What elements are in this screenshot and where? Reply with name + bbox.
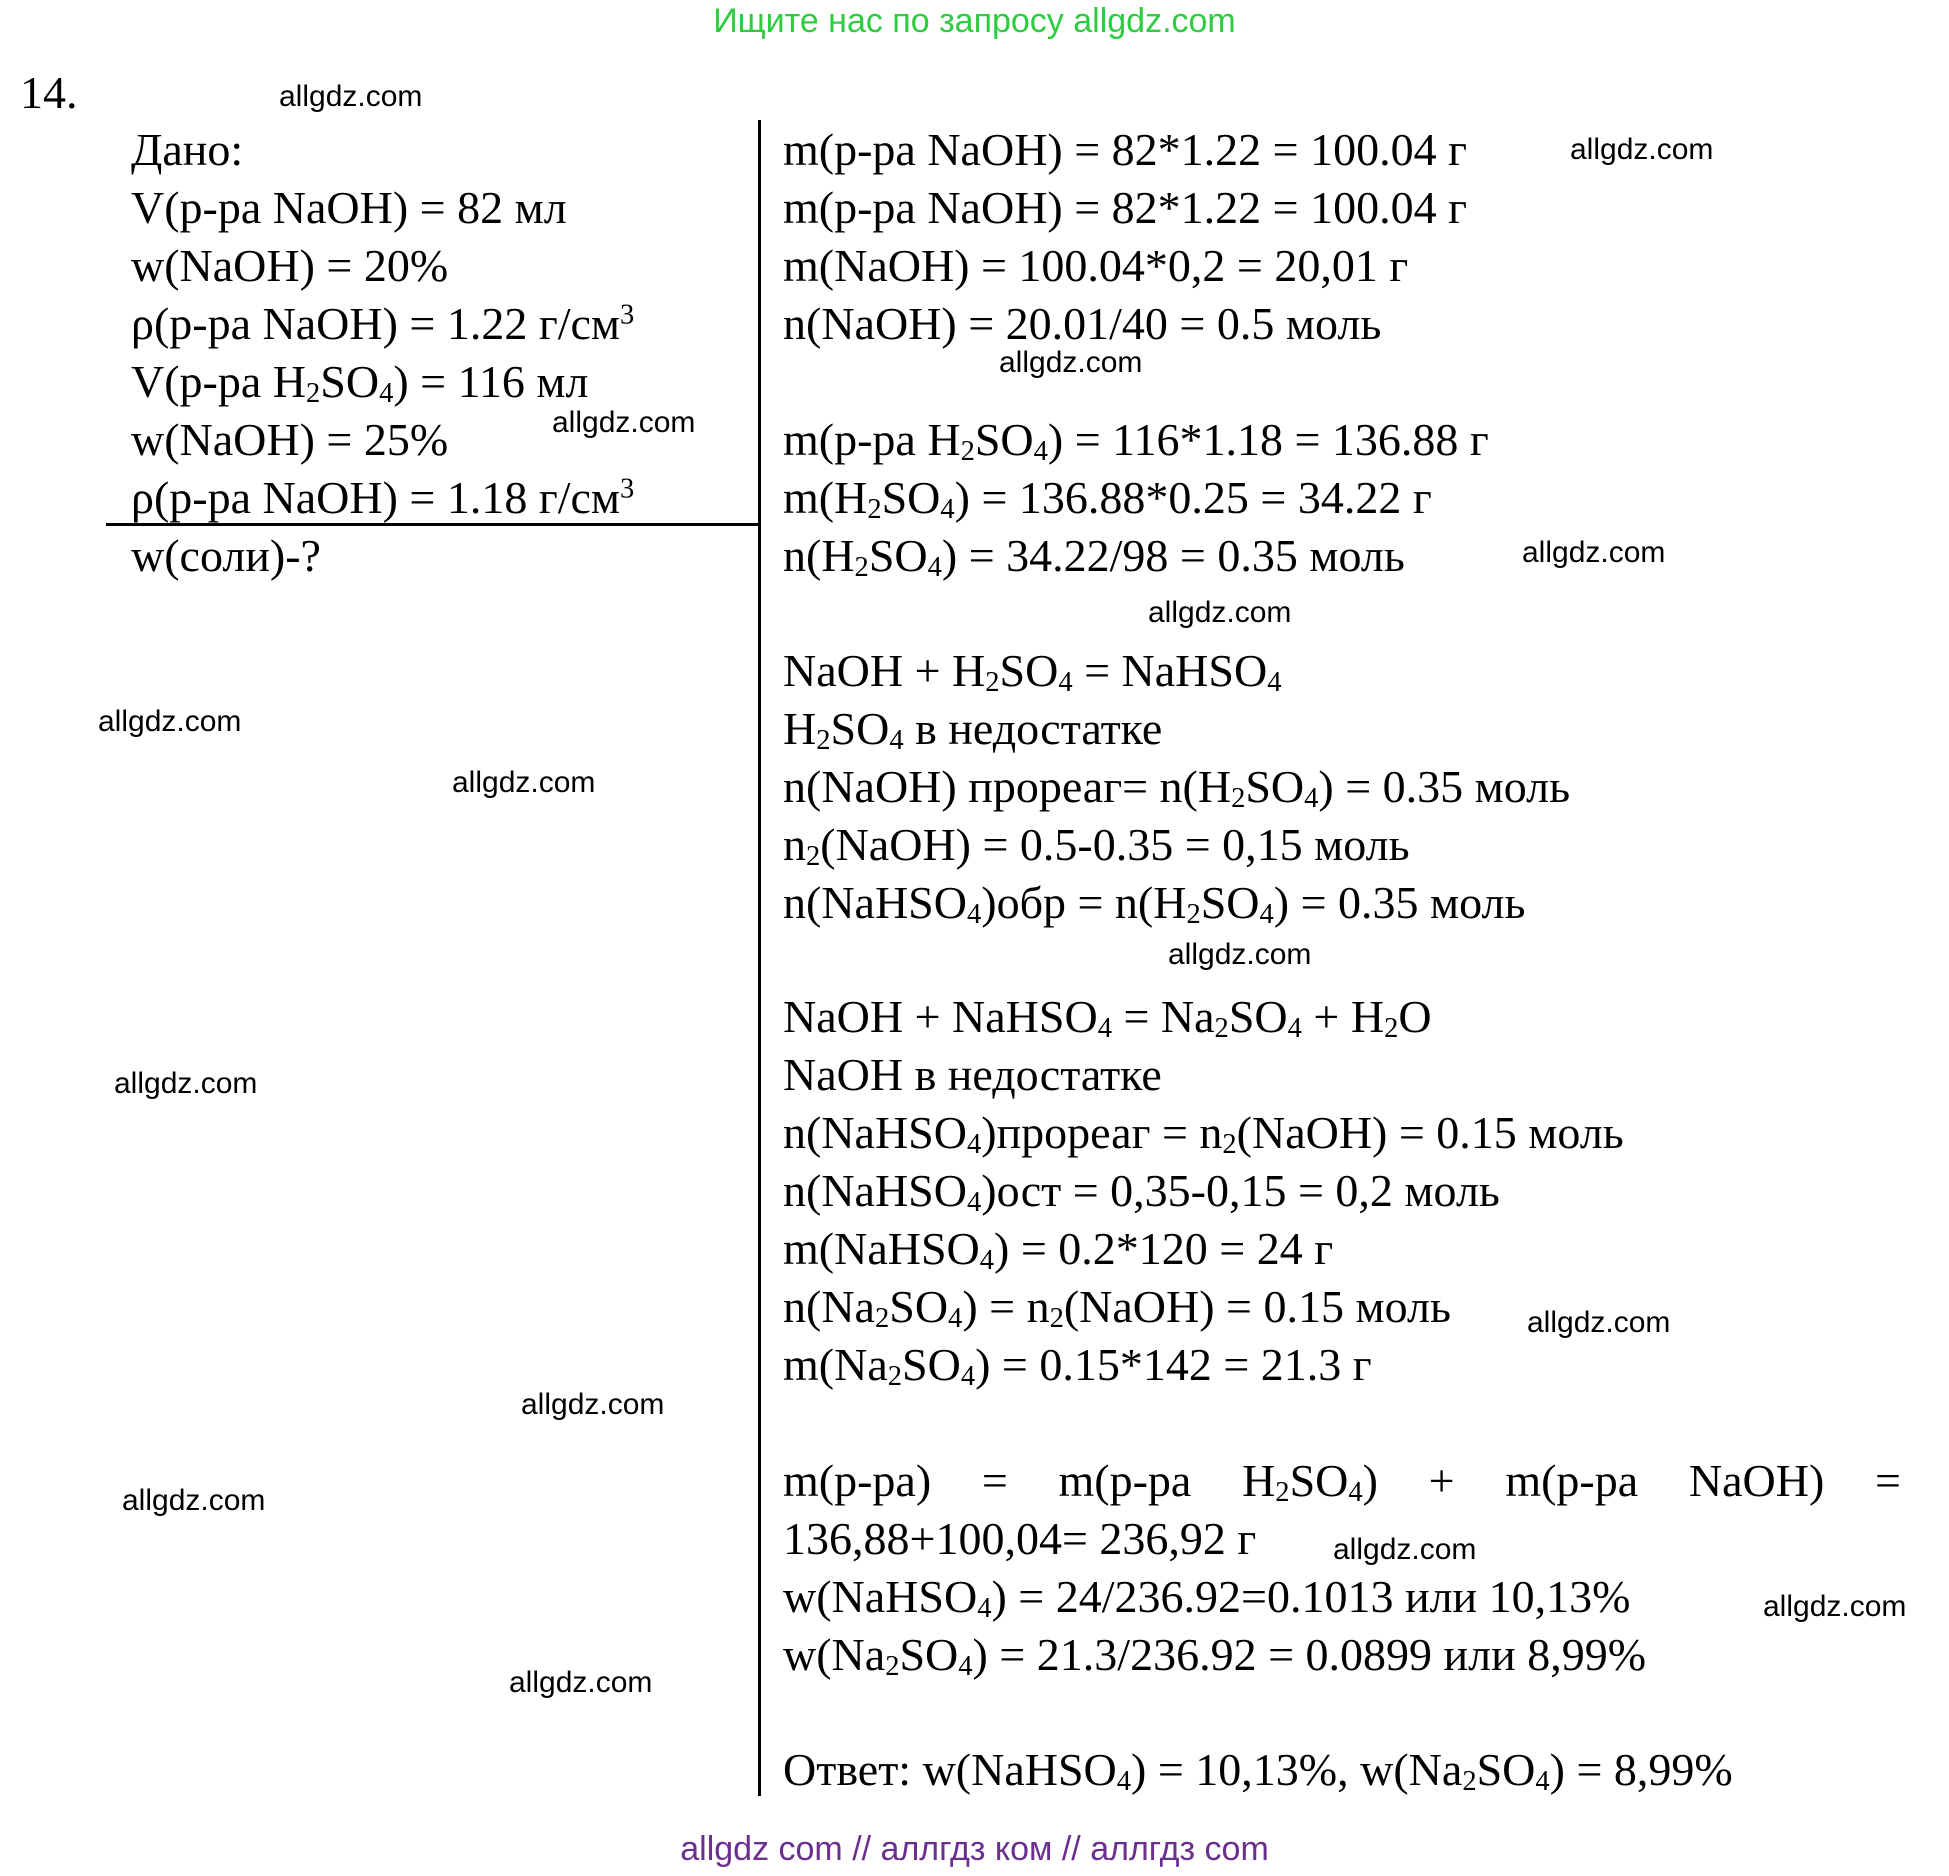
given-title: Дано:	[131, 124, 244, 175]
solution-line: m(р-ра $H_2SO_4) = 116*1.18 = 136.88$ г	[783, 414, 1489, 468]
watermark: allgdz.com	[509, 1666, 653, 1699]
given-line: ρ(р-ра NaOH) = 1.18 $г/см^3$	[131, 472, 635, 523]
footer-note: allgdz com // аллгдз ком // аллгдз com	[680, 1830, 1269, 1868]
solution-line: NaOH в недостатке	[783, 1049, 1162, 1100]
watermark: allgdz.com	[279, 80, 423, 113]
watermark: allgdz.com	[452, 766, 596, 799]
solution-line: m(NaOH) = 100.04*0,2 = 20,01 г	[783, 240, 1409, 291]
given-line: w(NaOH) = 25%	[131, 414, 449, 465]
solution-line: $n(Na_2SO_4)$ = $n_2(NaOH) = 0.15$ моль	[783, 1281, 1451, 1335]
solution-line: n(NaOH) = 20.01/40 = 0.5 моль	[783, 298, 1382, 349]
given-line: V(р-ра NaOH) = 82 мл	[131, 182, 567, 233]
solution-line: NaOH + NaHSO$_4$ = $Na_2SO_4 + H_2O$	[783, 991, 1432, 1045]
solution-line: $m(H_2SO_4) = 136.88*0.25 = 34.22$ г	[783, 472, 1432, 526]
solution-line: m(р-ра NaOH) = 82*1.22 = 100.04 г	[783, 182, 1467, 233]
solution-line: n(NaOH) прореаг= $n(H_2SO_4) = 0.35$ моль	[783, 761, 1571, 815]
solution-line: m(р-ра NaOH) = 82*1.22 = 100.04 г	[783, 124, 1467, 175]
solution-line: m(NaHSO$_4$) = 0.2*120 = 24 г	[783, 1223, 1334, 1277]
watermark: allgdz.com	[98, 705, 242, 738]
given-line: V(р-ра $H_2SO_4) = 116$ мл	[131, 356, 589, 410]
solution-line: $w(Na_2SO_4) = 21.3/236.92 = 0.0899$ или 8,99%	[783, 1629, 1647, 1683]
solution-line: n(NaHSO$_4$)обр = $n(H_2SO_4) = 0.35$ моль	[783, 877, 1526, 931]
solution-line: $m(Na_2SO_4) = 0.15*142 = 21.3$ г	[783, 1339, 1372, 1393]
solution-line: w(NaHSO$_4$) = 24/236.92=0.1013 или 10,13%	[783, 1571, 1631, 1625]
header-note: Ищите нас по запросу allgdz.com	[713, 2, 1236, 40]
problem-number: 14.	[20, 67, 78, 118]
watermark: allgdz.com	[552, 406, 696, 439]
solution-line-justified: m(р-ра) = m(р-ра $H_2SO_4$) + m(р-ра NaOH) =	[783, 1455, 1901, 1509]
watermark: allgdz.com	[1570, 133, 1714, 166]
watermark: allgdz.com	[1168, 938, 1312, 971]
watermark: allgdz.com	[1333, 1533, 1477, 1566]
solution-line: $n(H_2SO_4) = 34.22/98 = 0.35$ моль	[783, 530, 1405, 584]
solution-line: $n_2(NaOH) = 0.5-0.35 = 0,15$ моль	[783, 819, 1410, 873]
watermark: allgdz.com	[1763, 1590, 1907, 1623]
watermark: allgdz.com	[999, 346, 1143, 379]
vertical-divider	[758, 120, 761, 1796]
solution-line: 136,88+100,04= 236,92 г	[783, 1513, 1257, 1564]
solution-line: $H_2SO_4$ в недостатке	[783, 703, 1163, 757]
solution-line: NaOH + $H_2SO_4$ = NaHSO$_4$	[783, 645, 1282, 699]
answer-line: Ответ: w(NaHSO$_4$) = 10,13%, $w(Na_2SO_4) = 8,99\%$	[783, 1744, 1733, 1798]
watermark: allgdz.com	[1148, 596, 1292, 629]
solution-line: n(NaHSO$_4$)ост = 0,35-0,15 = 0,2 моль	[783, 1165, 1500, 1219]
watermark: allgdz.com	[122, 1484, 266, 1517]
watermark: allgdz.com	[1527, 1306, 1671, 1339]
watermark: allgdz.com	[521, 1388, 665, 1421]
given-underline	[106, 523, 758, 526]
given-line: ρ(р-ра NaOH) = 1.22 $г/см^3$	[131, 298, 635, 349]
given-line: w(NaOH) = 20%	[131, 240, 449, 291]
find-line: w(соли)-?	[131, 530, 321, 581]
solution-line: n(NaHSO$_4$)прореаг = $n_2(NaOH) = 0.15$ моль	[783, 1107, 1624, 1161]
watermark: allgdz.com	[1522, 536, 1666, 569]
watermark: allgdz.com	[114, 1067, 258, 1100]
